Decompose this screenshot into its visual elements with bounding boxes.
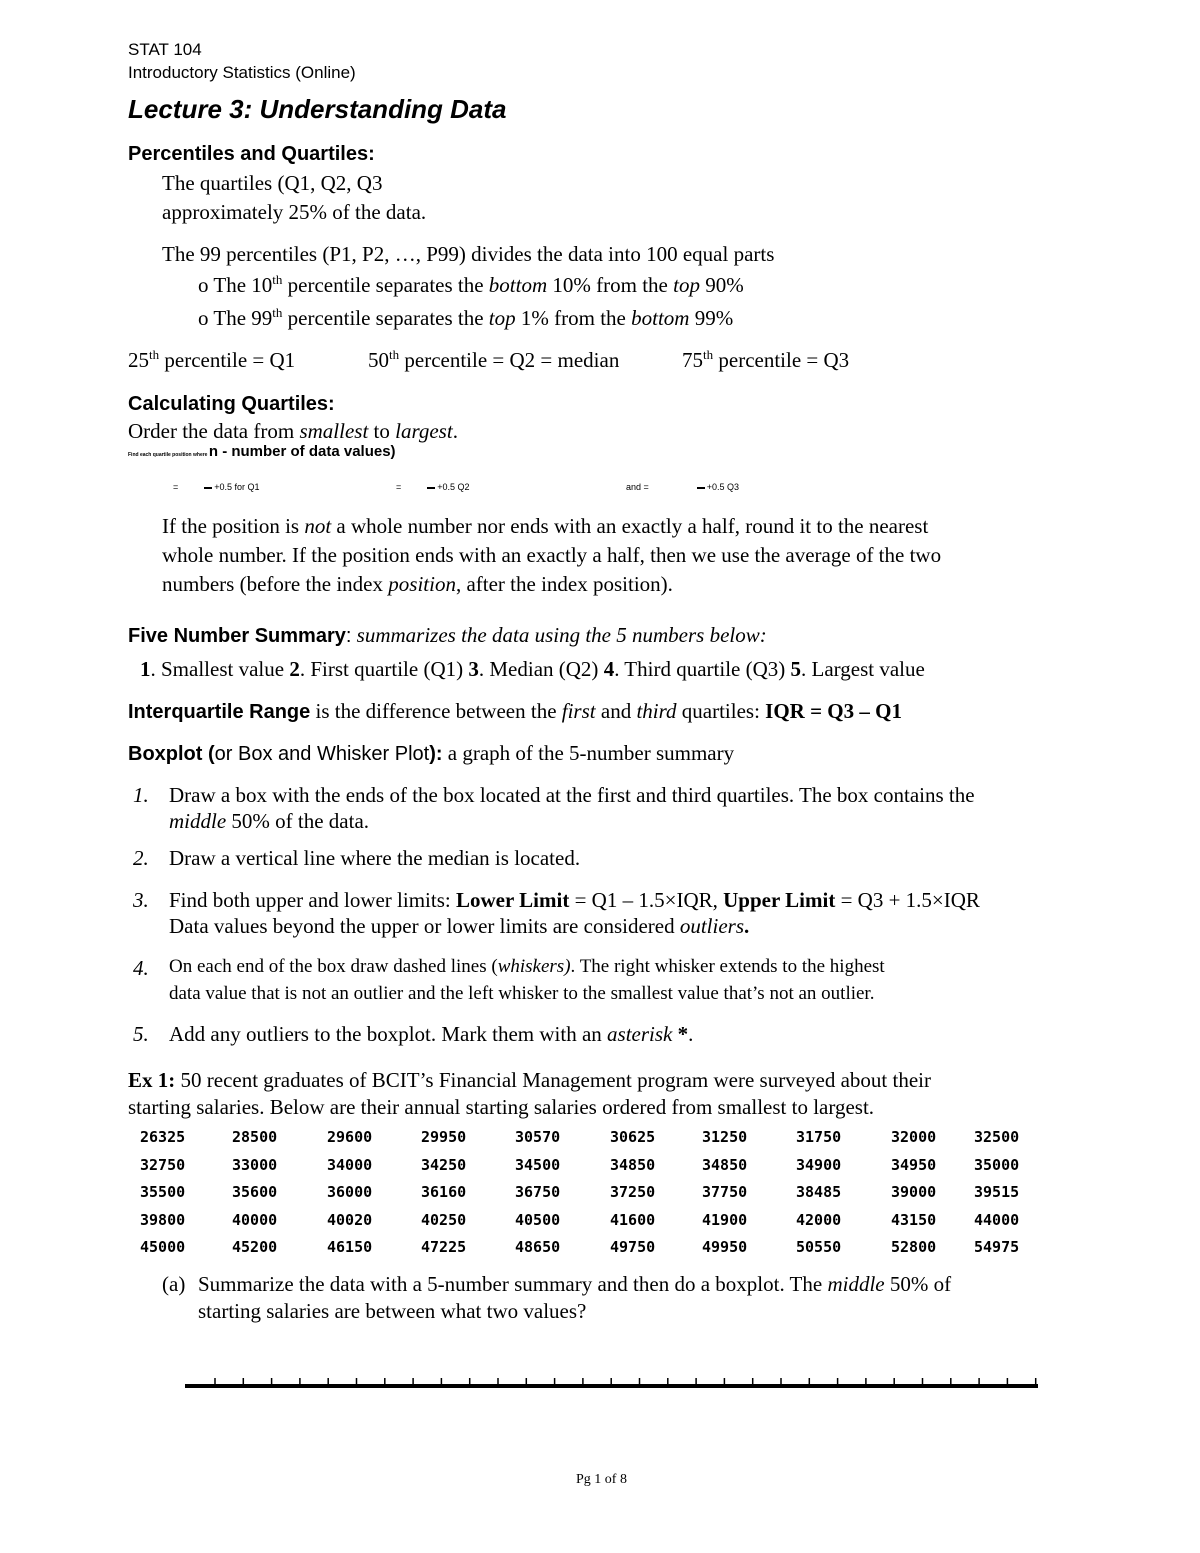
step-2-line-1: Draw a vertical line where the median is located. [169, 846, 581, 870]
calculating-heading: Calculating Quartiles: [128, 393, 335, 415]
table-cell: 45000 [140, 1238, 186, 1256]
table-cell: 34950 [891, 1155, 937, 1174]
rounding-para-line-2: whole number. If the position ends with an exactly a half, then we use the average of the two [162, 543, 942, 567]
quartile-eq-1: 25th percentile = Q1 [128, 347, 296, 372]
table-cell: 41900 [702, 1210, 748, 1229]
quartiles-line-2: approximately 25% of the data. [162, 200, 427, 224]
table-cell: 49950 [702, 1238, 748, 1256]
step-2-number: 2. [133, 846, 149, 870]
step-1-line-1: Draw a box with the ends of the box located at the first and third quartiles. The box contains the [169, 783, 975, 807]
order-data-line: Order the data from smallest to largest. [128, 419, 458, 443]
table-cell: 35500 [140, 1183, 186, 1201]
table-cell: 32750 [140, 1155, 186, 1174]
quartile-eq-3: 75th percentile = Q3 [682, 347, 850, 372]
table-cell: 37750 [702, 1183, 748, 1201]
table-cell: 30570 [515, 1128, 561, 1146]
quartile-eq-2: 50th percentile = Q2 = median [368, 347, 620, 372]
table-cell: 47225 [421, 1238, 467, 1256]
boxplot-heading: Boxplot (or Box and Whisker Plot): a graph of the 5-number summary [128, 741, 735, 765]
quartiles-line-1: The quartiles (Q1, Q2, Q3 [162, 171, 383, 195]
step-3-number: 3. [133, 888, 149, 912]
step-4-line-1: On each end of the box draw dashed lines (whiskers). The right whisker extends to the highest [169, 956, 885, 977]
table-cell: 35600 [232, 1183, 278, 1201]
table-cell: 30625 [610, 1128, 656, 1146]
table-cell: 34850 [702, 1155, 748, 1174]
table-cell: 39000 [891, 1183, 937, 1201]
part-a-label: (a) [162, 1272, 186, 1296]
percentile-bullet-2: o The 99th percentile separates the top 1% from the bottom 99% [198, 305, 734, 330]
table-cell: 31750 [796, 1128, 842, 1146]
table-cell: 34500 [515, 1155, 561, 1174]
percentile-bullet-1: o The 10th percentile separates the bottom 10% from the top 90% [198, 272, 744, 297]
table-cell: 36000 [327, 1183, 373, 1201]
table-cell: 38485 [796, 1183, 842, 1201]
formula-q3: and = +0.5 Q3 [626, 482, 740, 492]
table-cell: 49750 [610, 1238, 656, 1256]
percentiles-heading: Percentiles and Quartiles: [128, 143, 375, 165]
table-cell: 39800 [140, 1210, 186, 1229]
table-cell: 40250 [421, 1210, 467, 1229]
rounding-para-line-1: If the position is not a whole number nor ends with an exactly a half, round it to the nearest [162, 514, 929, 538]
percentiles-line: The 99 percentiles (P1, P2, …, P99) divides the data into 100 equal parts [162, 242, 775, 266]
step-5-line-1: Add any outliers to the boxplot. Mark them with an asterisk *. [169, 1022, 694, 1046]
position-note: Find each quartile position where n - number of data values) [128, 443, 396, 460]
table-cell: 40020 [327, 1210, 373, 1229]
table-cell: 32000 [891, 1128, 937, 1146]
table-cell: 40500 [515, 1210, 561, 1229]
formula-q1: = +0.5 for Q1 [173, 482, 260, 492]
page-number: Pg 1 of 8 [576, 1472, 627, 1487]
step-1-line-2: middle 50% of the data. [169, 809, 370, 833]
table-cell: 43150 [891, 1210, 937, 1229]
table-cell: 41600 [610, 1210, 656, 1229]
table-cell: 32500 [974, 1128, 1020, 1146]
five-number-list: 1. Smallest value 2. First quartile (Q1) 3. Median (Q2) 4. Third quartile (Q3) 5. Largest value [140, 657, 925, 681]
table-cell: 29600 [327, 1128, 373, 1146]
table-cell: 34000 [327, 1155, 373, 1174]
table-cell: 46150 [327, 1238, 373, 1256]
course-code: STAT 104 [128, 40, 202, 59]
step-1-number: 1. [133, 783, 149, 807]
example-line-2: starting salaries. Below are their annual starting salaries ordered from smallest to largest. [128, 1095, 875, 1119]
table-cell: 40000 [232, 1210, 278, 1229]
table-cell: 52800 [891, 1238, 937, 1256]
table-cell: 29950 [421, 1128, 467, 1146]
example-line-1: Ex 1: 50 recent graduates of BCIT’s Financial Management program were surveyed about their [128, 1068, 931, 1092]
step-4-number: 4. [133, 956, 149, 980]
iqr-line: Interquartile Range is the difference between the first and third quartiles: IQR = Q3 – Q1 [128, 699, 902, 723]
table-cell: 28500 [232, 1128, 278, 1146]
table-cell: 50550 [796, 1238, 842, 1256]
table-cell: 42000 [796, 1210, 842, 1229]
five-number-heading: Five Number Summary: summarizes the data using the 5 numbers below: [128, 623, 767, 647]
table-cell: 44000 [974, 1210, 1020, 1229]
table-cell: 48650 [515, 1238, 561, 1256]
table-cell: 26325 [140, 1128, 186, 1146]
table-cell: 34850 [610, 1155, 656, 1174]
table-cell: 36750 [515, 1183, 561, 1201]
step-3-line-1: Find both upper and lower limits: Lower Limit = Q1 – 1.5×IQR, Upper Limit = Q3 + 1.5×IQR [169, 888, 980, 912]
table-cell: 35000 [974, 1155, 1020, 1174]
page-title: Lecture 3: Understanding Data [128, 94, 507, 124]
table-cell: 31250 [702, 1128, 748, 1146]
rounding-para-line-3: numbers (before the index position, after the index position). [162, 572, 673, 596]
step-4-line-2: data value that is not an outlier and the left whisker to the smallest value that’s not an outlier. [169, 983, 875, 1004]
table-cell: 36160 [421, 1183, 467, 1201]
table-cell: 34250 [421, 1155, 467, 1174]
step-3-line-2: Data values beyond the upper or lower limits are considered outliers. [169, 914, 750, 938]
step-5-number: 5. [133, 1022, 149, 1046]
table-cell: 34900 [796, 1155, 842, 1174]
table-cell: 37250 [610, 1183, 656, 1201]
part-a-line-2: starting salaries are between what two values? [198, 1299, 587, 1323]
boxplot-number-line [185, 1372, 1040, 1396]
table-cell: 33000 [232, 1155, 278, 1174]
table-cell: 45200 [232, 1238, 278, 1256]
table-cell: 39515 [974, 1183, 1020, 1201]
part-a-line-1: Summarize the data with a 5-number summary and then do a boxplot. The middle 50% of [198, 1272, 952, 1296]
table-cell: 54975 [974, 1238, 1020, 1256]
formula-q2: = +0.5 Q2 [396, 482, 470, 492]
course-name: Introductory Statistics (Online) [128, 63, 356, 82]
